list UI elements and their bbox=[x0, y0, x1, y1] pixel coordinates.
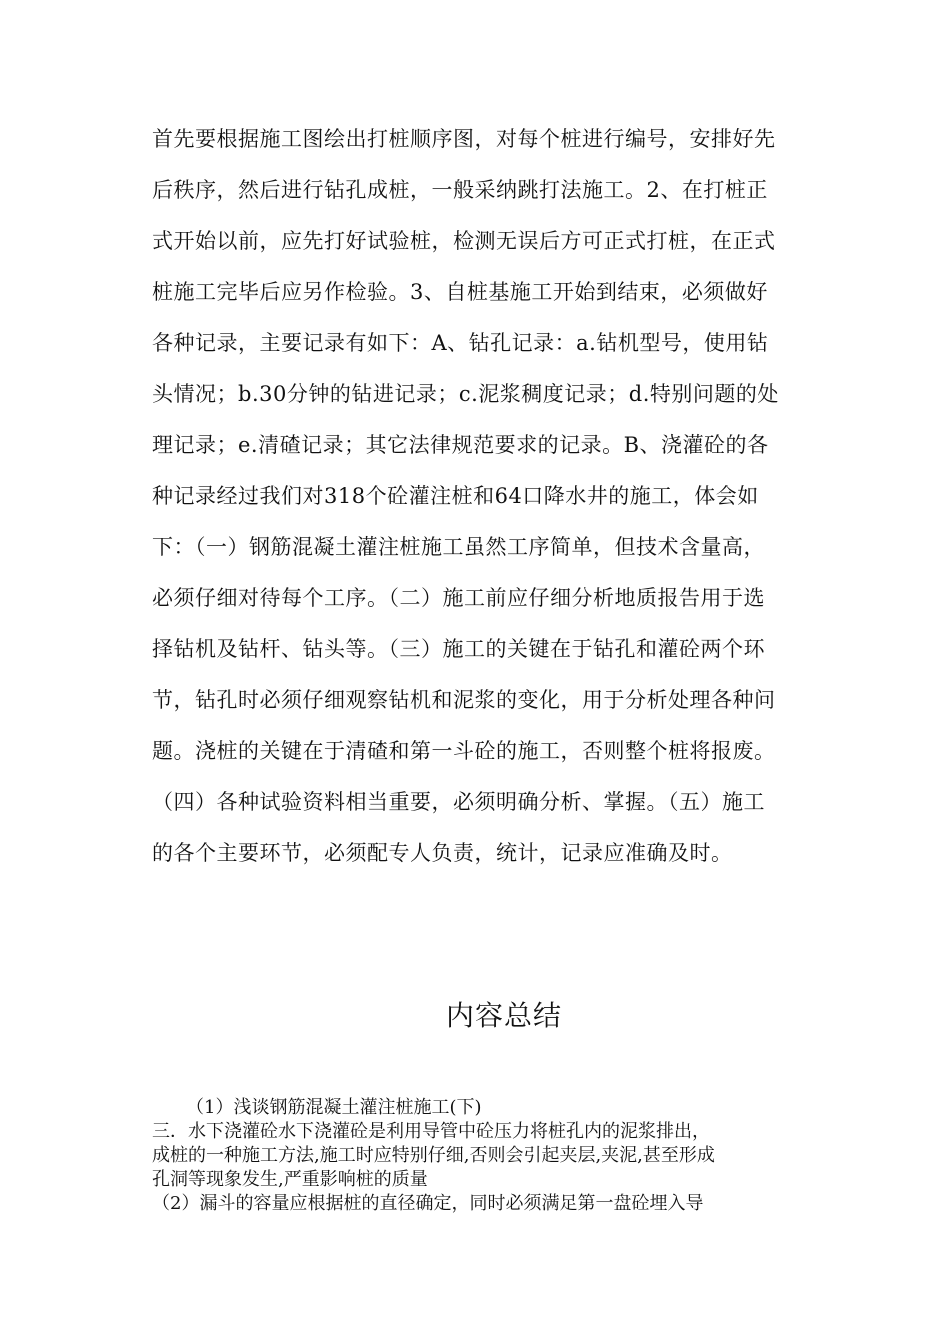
summary-line-2: 三．水下浇灌砼水下浇灌砼是利用导管中砼压力将桩孔内的泥浆排出， bbox=[152, 1121, 710, 1142]
body-line-3: 式开始以前，应先打好试验桩，检测无误后方可正式打桩，在正式 bbox=[152, 229, 776, 253]
body-line-4: 桩施工完毕后应另作检验。3、自桩基施工开始到结束，必须做好 bbox=[152, 280, 768, 304]
summary-line-3: 成桩的一种施工方法,施工时应特别仔细,否则会引起夹层,夹泥,甚至形成 bbox=[152, 1145, 715, 1166]
body-line-2: 后秩序，然后进行钻孔成桩，一般采纳跳打法施工。2、在打桩正 bbox=[152, 178, 768, 202]
body-line-11: 择钻机及钻杆、钻头等。（三）施工的关键在于钻孔和灌砼两个环 bbox=[152, 637, 765, 661]
body-line-8: 种记录经过我们对318个砼灌注桩和64口降水井的施工，体会如 bbox=[152, 484, 759, 508]
body-line-1: 首先要根据施工图绘出打桩顺序图，对每个桩进行编号，安排好先 bbox=[152, 127, 776, 151]
summary-line-4: 孔洞等现象发生,严重影响桩的质量 bbox=[152, 1169, 428, 1190]
body-line-15: 的各个主要环节，必须配专人负责，统计，记录应准确及时。 bbox=[152, 841, 733, 865]
body-line-12: 节，钻孔时必须仔细观察钻机和泥浆的变化，用于分析处理各种问 bbox=[152, 688, 776, 712]
body-line-9: 下：（一）钢筋混凝土灌注桩施工虽然工序简单，但技术含量高， bbox=[152, 535, 765, 559]
summary-title: 内容总结 bbox=[445, 999, 562, 1032]
body-line-10: 必须仔细对待每个工序。（二）施工前应仔细分析地质报告用于选 bbox=[152, 586, 765, 610]
body-line-5: 各种记录，主要记录有如下：A、钻孔记录：a.钻机型号，使用钻 bbox=[152, 331, 769, 355]
body-line-6: 头情况；b.30分钟的钻进记录；c.泥浆稠度记录；d.特别问题的处 bbox=[152, 382, 779, 406]
summary-line-1: （1）浅谈钢筋混凝土灌注桩施工(下) bbox=[186, 1097, 482, 1118]
body-line-14: （四）各种试验资料相当重要，必须明确分析、掌握。（五）施工 bbox=[152, 790, 765, 814]
summary-line-5: （2）漏斗的容量应根据桩的直径确定，同时必须满足第一盘砼埋入导 bbox=[152, 1193, 704, 1214]
body-line-7: 理记录；e.清碴记录；其它法律规范要求的记录。B、浇灌砼的各 bbox=[152, 433, 769, 457]
body-line-13: 题。浇桩的关键在于清碴和第一斗砼的施工，否则整个桩将报废。 bbox=[152, 739, 776, 763]
